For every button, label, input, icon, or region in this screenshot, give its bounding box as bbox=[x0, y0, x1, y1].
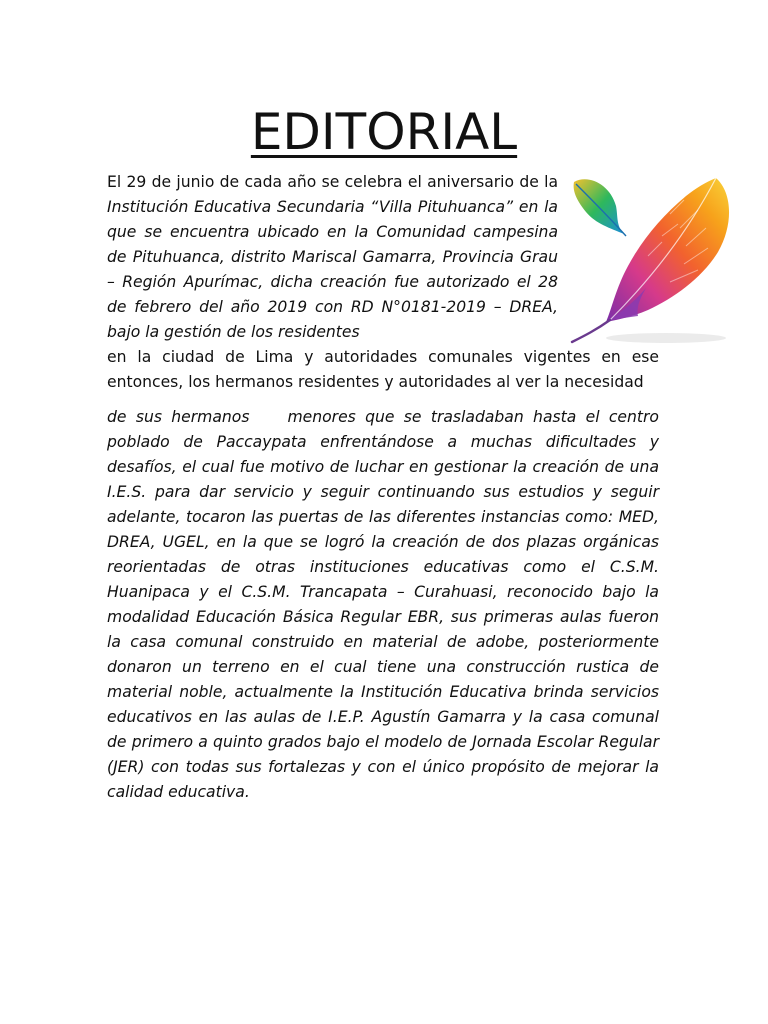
feather-icon bbox=[566, 170, 736, 350]
paragraph-continuation: en la ciudad de Lima y autoridades comunales vigentes en ese entonces, los hermanos residentes y autoridades al ver la necesidad bbox=[107, 348, 659, 391]
paragraph-intro-italic: Institución Educativa Secundaria “Villa Pituhuanca” en la que se encuentra ubicado en la Comunidad campesina de Pituhuanca, distrito Mariscal Gamarra, Provincia Grau – Región Apurímac, dicha creación fue autorizado el 28 de febrero del año 2019 con RD N°0181-2019 – DREA, bajo la gestión de los residentes bbox=[107, 198, 558, 341]
paragraph-intro-upright: El 29 de junio de cada año se celebra el aniversario de la bbox=[107, 173, 558, 191]
paragraph-body-rest: menores que se trasladaban hasta el centro poblado de Paccaypata enfrentándose a muchas dificultades y desafíos, el cual fue motivo de luchar en gestionar la creación de una I.E.S. para dar servicio y seguir continuando sus estudios y seguir adelante, tocaron las puertas de las diferentes instancias como: MED, DREA, UGEL, en la que se logró la creación de dos plazas orgánicas reorientadas de otras instituciones educativas como el C.S.M. Huanipaca y el C.S.M. Trancapata – Curahuasi, reconocido bajo la modalidad Educación Básica Regular EBR, sus primeras aulas fueron la casa comunal construido en material de adobe, posteriormente donaron un terreno en el cual tiene una construcción rustica de material noble, actualmente la Institución Educativa brinda servicios educativos en las aulas de I.E.P. Agustín Gamarra y la casa comunal de primero a quinto grados bajo el modelo de Jornada Escolar Regular (JER) con todas sus fortalezas y con el único propósito de mejorar la calidad educativa. bbox=[107, 408, 659, 801]
page-title: EDITORIAL bbox=[250, 103, 518, 161]
paragraph-body-start: de sus hermanos bbox=[107, 408, 250, 426]
paragraph-body bbox=[107, 405, 659, 805]
small-feather-icon bbox=[574, 179, 626, 236]
paragraph-intro bbox=[107, 170, 558, 345]
